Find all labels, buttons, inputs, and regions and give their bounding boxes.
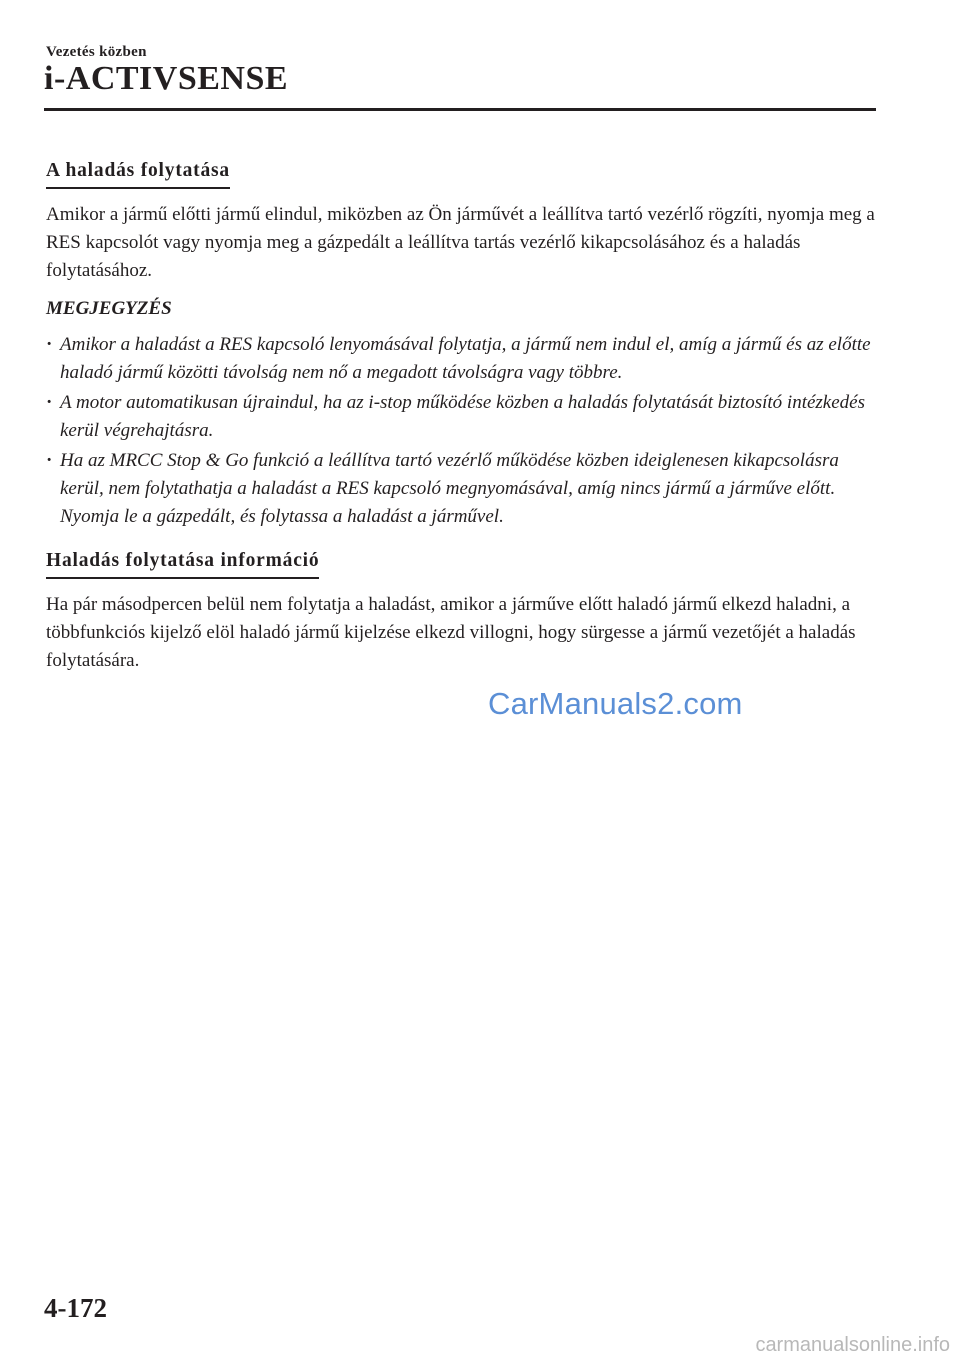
main-content <box>46 157 876 685</box>
note-item: · A motor automatikusan újraindul, ha az i-stop működése közben a haladás folytatását biztosító intézkedés kerül végrehajtásra. <box>46 389 876 445</box>
footer-watermark: carmanualsonline.info <box>755 1334 950 1356</box>
note-title: MEGJEGYZÉS <box>46 298 172 319</box>
note-item: · Ha az MRCC Stop & Go funkció a leállítva tartó vezérlő működése közben ideiglenesen kikapcsolásra kerül, nem folytathatja a haladást a RES kapcsoló megnyomásával, amíg nincs jármű a járműve előtt. Nyomja le a gázpedált, és folytassa a haladást a járművel. <box>46 447 876 531</box>
watermark-logo: CarManuals2.com <box>488 686 743 721</box>
page-number: 4-172 <box>44 1293 107 1323</box>
heading-resume-info: Haladás folytatása információ <box>46 547 319 579</box>
note-list <box>46 331 876 531</box>
paragraph-resume-driving: Amikor a jármű előtti jármű elindul, miközben az Ön járművét a leállítva tartó vezérlő rögzíti, nyomja meg a RES kapcsolót vagy nyomja meg a gázpedált a leállítva tartás vezérlő kikapcsolásához és a haladás folytatásához. <box>46 204 875 281</box>
chapter-title: Vezetés közben <box>46 44 147 60</box>
header-divider <box>44 108 876 111</box>
section-title: i-ACTIVSENSE <box>44 60 289 97</box>
heading-resume-driving: A haladás folytatása <box>46 157 230 189</box>
note-item: · Amikor a haladást a RES kapcsoló lenyomásával folytatja, a jármű nem indul el, amíg a jármű és az előtte haladó jármű közötti távolság nem nő a megadott távolságra vagy többre. <box>46 331 876 387</box>
paragraph-resume-info: Ha pár másodpercen belül nem folytatja a haladást, amikor a járműve előtt haladó jármű elkezd haladni, a többfunkciós kijelző elöl haladó jármű kijelzése elkezd villogni, hogy sürgesse a jármű vezetőjét a haladás folytatására. <box>46 594 856 671</box>
